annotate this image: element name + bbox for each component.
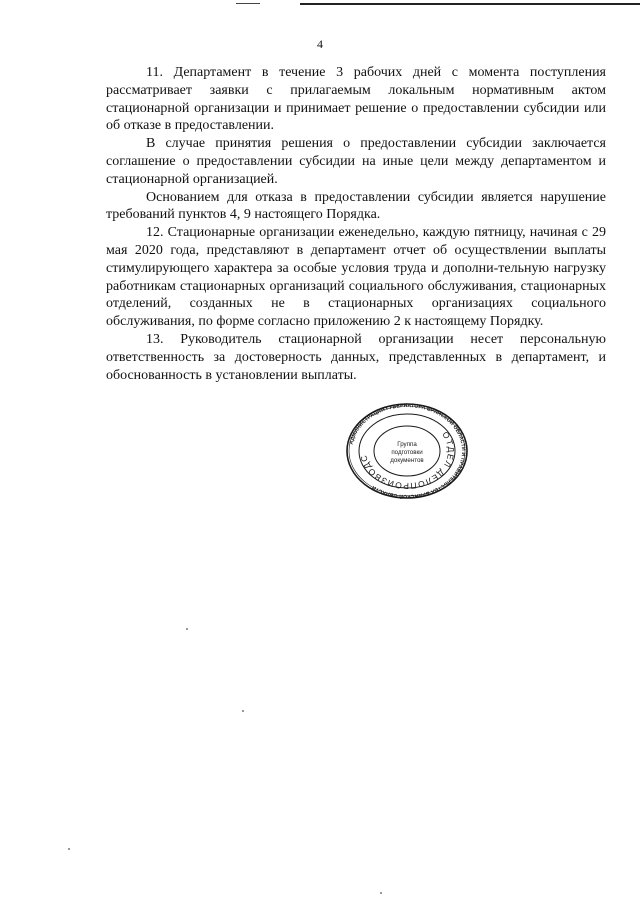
document-body — [106, 64, 606, 384]
scan-speck — [186, 628, 188, 630]
scan-speck — [380, 892, 382, 894]
paragraph-13: 13. Руководитель стационарной организации несет персональную ответственность за достоверность данных, представленных в департамент, и обоснованность в установлении выплаты. — [106, 331, 606, 383]
scan-speck — [242, 710, 244, 712]
page-number: 4 — [317, 37, 323, 51]
top-scan-edge — [300, 3, 640, 5]
top-scan-mark — [236, 3, 260, 4]
paragraph-11-agreement: В случае принятия решения о предоставлении субсидии заключается соглашение о предоставлении субсидии на иные цели между департаментом и стационарной организацией. — [106, 136, 606, 187]
scan-speck — [68, 848, 70, 850]
stamp-center-line-1: Группа — [397, 441, 417, 448]
stamp-center-line-3: документов — [390, 457, 424, 464]
paragraph-12: 12. Стационарные организации еженедельно, каждую пятницу, начиная с 29 мая 2020 года, представляют в департамент отчет об осуществлении выплаты стимулирующего характера за особые условия труда и дополни-тельную нагрузку работникам стационарных организаций социального обслуживания, стационарных отделений, созданных не в стационарных организациях социального обслуживания, по форме согласно приложению 2 к настоящему Порядку. — [106, 225, 606, 330]
paragraph-11-refusal: Основанием для отказа в предоставлении субсидии является нарушение требований пунктов 4, 9 настоящего Порядка. — [106, 189, 606, 223]
stamp-center-line-2: подготовки — [391, 449, 423, 456]
stamp-outer-text: АДМИНИСТРАЦИЯ ГУБЕРНАТОРА БРЯНСКОЙ ОБЛАСТИ И ПРАВИТЕЛЬСТВА БРЯНСКОЙ ОБЛАСТИ — [348, 403, 467, 499]
stamp-inner-text: ОТДЕЛ ДЕЛОПРОИЗВОДС — [358, 429, 457, 492]
paragraph-11: 11. Департамент в течение 3 рабочих дней с момента поступления рассматривает заявки с прилагаемым локальным нормативным актом стационарной организации и принимает решение о предоставлении субсидии или об отказе в предоставлении. — [106, 65, 606, 134]
official-stamp — [346, 403, 468, 499]
